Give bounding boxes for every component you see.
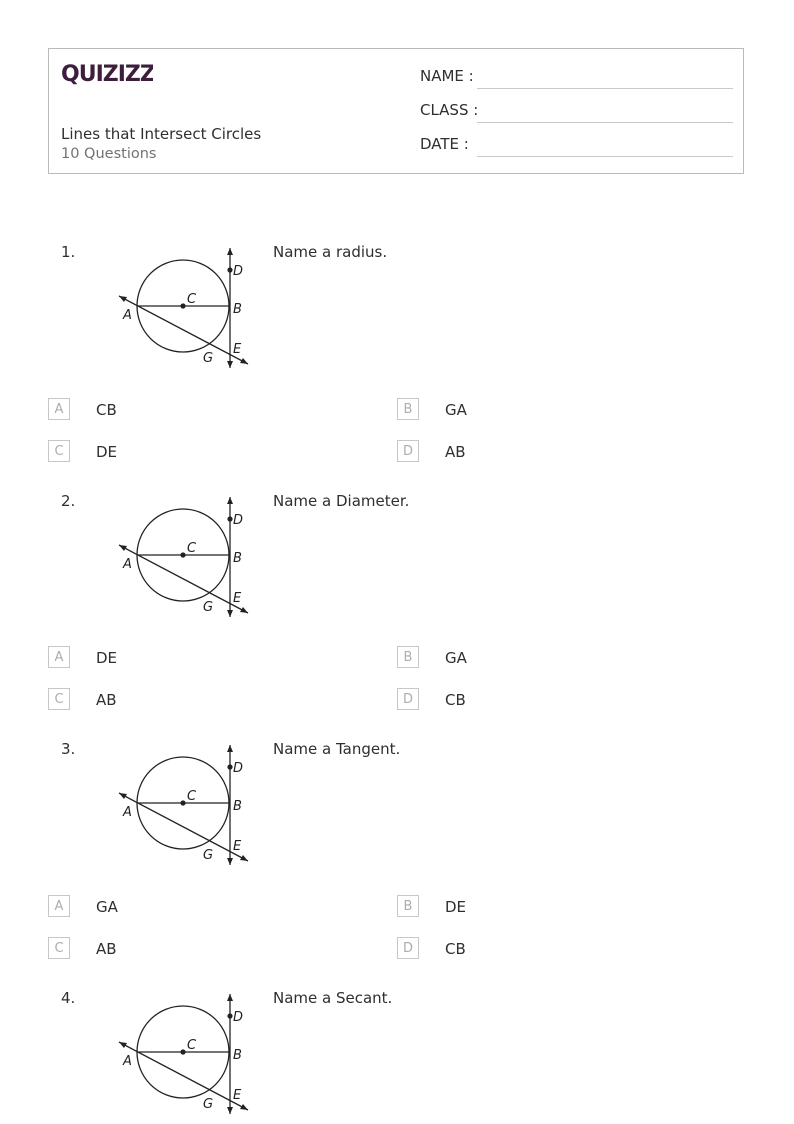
label-c: C <box>187 1038 197 1053</box>
label-b: B <box>233 799 242 814</box>
label-a: A <box>123 805 132 820</box>
q3-option-b-box[interactable]: B <box>397 895 419 917</box>
q3-option-d-text[interactable]: CB <box>445 940 466 958</box>
date-line[interactable] <box>477 156 733 157</box>
q2-option-b-text[interactable]: GA <box>445 649 467 667</box>
label-c: C <box>187 292 197 307</box>
worksheet-header <box>48 48 744 174</box>
question-2-diagram <box>112 497 252 623</box>
q1-option-c-text[interactable]: DE <box>96 443 118 461</box>
q2-option-a-box[interactable]: A <box>48 646 70 668</box>
class-line[interactable] <box>477 122 733 123</box>
name-label: NAME : <box>420 67 474 85</box>
q2-option-c-box[interactable]: C <box>48 688 70 710</box>
class-field[interactable] <box>420 101 733 125</box>
question-count: 10 Questions <box>61 146 157 162</box>
label-e: E <box>233 342 242 357</box>
label-b: B <box>233 302 242 317</box>
label-e: E <box>233 1088 242 1103</box>
label-g: G <box>203 1097 214 1112</box>
label-g: G <box>203 848 214 863</box>
q3-option-a-text[interactable]: GA <box>96 898 118 916</box>
label-b: B <box>233 1048 242 1063</box>
question-4-number: 4. <box>61 989 76 1007</box>
label-b: B <box>233 551 242 566</box>
label-d: D <box>233 513 244 528</box>
q1-option-d-box[interactable]: D <box>397 440 419 462</box>
q3-option-c-box[interactable]: C <box>48 937 70 959</box>
q2-option-a-text[interactable]: DE <box>96 649 118 667</box>
name-line[interactable] <box>477 88 733 89</box>
q2-option-c-text[interactable]: AB <box>96 691 117 709</box>
q3-option-d-box[interactable]: D <box>397 937 419 959</box>
quizizz-logo <box>61 59 153 91</box>
q1-option-b-text[interactable]: GA <box>445 401 467 419</box>
q1-option-a-box[interactable]: A <box>48 398 70 420</box>
date-field[interactable] <box>420 135 733 159</box>
worksheet-title: Lines that Intersect Circles <box>61 125 262 143</box>
label-d: D <box>233 1010 244 1025</box>
q2-option-b-box[interactable]: B <box>397 646 419 668</box>
label-a: A <box>123 1054 132 1069</box>
label-e: E <box>233 839 242 854</box>
label-g: G <box>203 600 214 615</box>
q2-option-d-box[interactable]: D <box>397 688 419 710</box>
question-2-number: 2. <box>61 492 76 510</box>
question-3-text: Name a Tangent. <box>273 740 401 758</box>
label-d: D <box>233 264 244 279</box>
label-d: D <box>233 761 244 776</box>
question-4-diagram <box>112 994 252 1120</box>
label-a: A <box>123 308 132 323</box>
name-field[interactable] <box>420 67 733 91</box>
q1-option-c-box[interactable]: C <box>48 440 70 462</box>
q3-option-b-text[interactable]: DE <box>445 898 467 916</box>
q1-option-d-text[interactable]: AB <box>445 443 466 461</box>
q3-option-a-box[interactable]: A <box>48 895 70 917</box>
date-label: DATE : <box>420 135 469 153</box>
question-3-number: 3. <box>61 740 76 758</box>
q1-option-b-box[interactable]: B <box>397 398 419 420</box>
q2-option-d-text[interactable]: CB <box>445 691 466 709</box>
class-label: CLASS : <box>420 101 479 119</box>
question-4-text: Name a Secant. <box>273 989 393 1007</box>
question-1-number: 1. <box>61 243 76 261</box>
label-a: A <box>123 557 132 572</box>
q3-option-c-text[interactable]: AB <box>96 940 117 958</box>
question-2-text: Name a Diameter. <box>273 492 410 510</box>
logo-text: QUIZIZZ <box>61 62 153 87</box>
label-c: C <box>187 541 197 556</box>
label-e: E <box>233 591 242 606</box>
q1-option-a-text[interactable]: CB <box>96 401 117 419</box>
label-c: C <box>187 789 197 804</box>
question-3-diagram <box>112 745 252 871</box>
question-1-diagram <box>112 248 252 374</box>
label-g: G <box>203 351 214 366</box>
question-1-text: Name a radius. <box>273 243 388 261</box>
